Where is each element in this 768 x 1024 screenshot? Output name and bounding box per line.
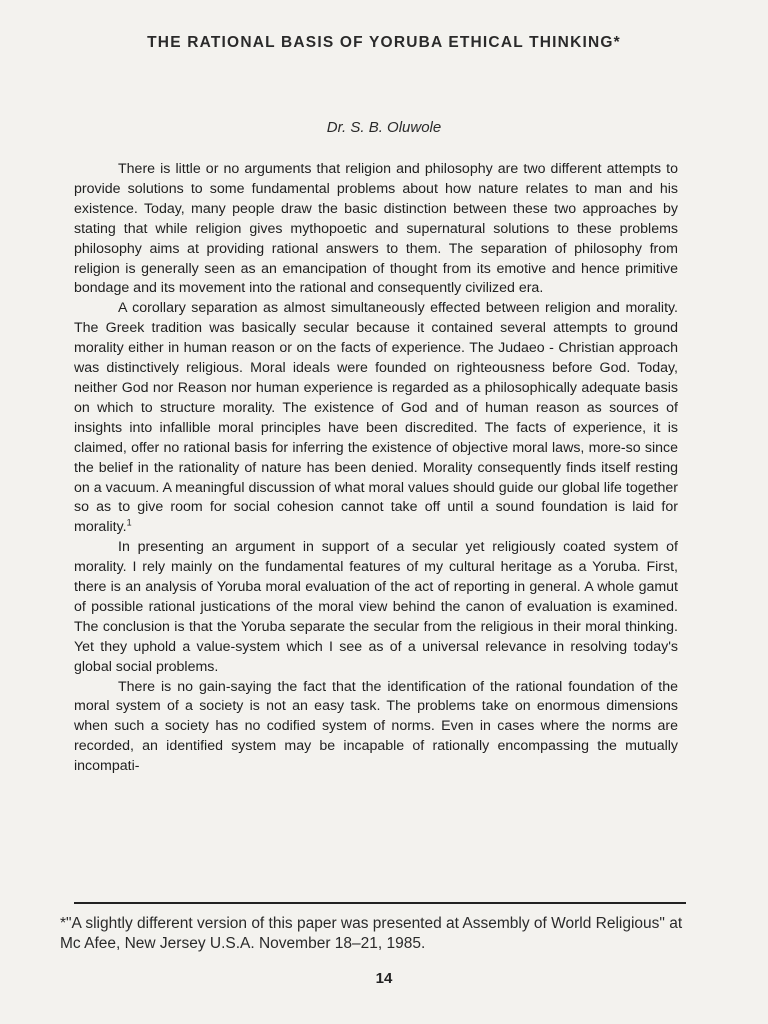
paper-title: THE RATIONAL BASIS OF YORUBA ETHICAL THINKING* xyxy=(147,34,621,51)
footnote-divider xyxy=(74,902,686,904)
paragraph-2 xyxy=(74,299,678,538)
body-text xyxy=(74,160,678,777)
author-name: Dr. S. B. Oluwole xyxy=(326,119,442,136)
footnote-reference: 1 xyxy=(126,517,132,528)
footnote-text: *"A slightly different version of this paper was presented at Assembly of World Religious" at Mc Afee, New Jersey U.S.A. November 18–21, 1985. xyxy=(60,915,683,952)
paragraph-3: In presenting an argument in support of a secular yet religiously coated system of morality. I rely mainly on the fundamental features of my cultural heritage as a Yoruba. First, there is an analysis of Yoruba moral evaluation of the act of reporting in general. A whole gamut of possible rational justications of the moral view behind the canon of evaluation is examined. The conclusion is that the Yoruba separate the secular from the religious in their moral thinking. Yet they uphold a value-system which I see as of a universal relevance in resolving today's global social problems. xyxy=(74,539,678,675)
paragraph-1: There is little or no arguments that religion and philosophy are two different attempts to provide solutions to some fundamental problems about how nature relates to man and his existence. Today, many people draw the basic distinction between these two approaches by stating that while religion gives mythopoetic and supernatural solutions to these problems philosophy aims at providing rational answers to them. The separation of philosophy from religion is generally seen as an emancipation of thought from its emotive and hence primitive bondage and its movement into the rational and consequently civilized era. xyxy=(74,161,678,297)
paragraph-2-text: A corollary separation as almost simultaneously effected between religion and morality. The Greek tradition was basically secular because it contained several attempts to ground morality either in human reason or on the facts of experience. The Judaeo - Christian approach was distinctively religious. Moral ideals were founded on righteousness before God. Today, neither God nor Reason nor human experience is regarded as a philosophically adequate basis on which to structure morality. The existence of God and of human reason as sources of insights into infallible moral principles have been discredited. The facts of experience, it is claimed, offer no rational basis for inferring the existence of objective moral laws, more-so since the belief in the rationality of nature has been denied. Morality consequently finds itself resting on a vacuum. A meaningful discussion of what moral values should guide our global life together so as to give room for social cohesion cannot take off until a sound foundation is laid for morality. xyxy=(74,300,678,536)
paragraph-4: There is no gain-saying the fact that the identification of the rational foundation of the moral system of a society is not an easy task. The problems take on enormous dimensions when such a society has no codified system of norms. Even in cases where the norms are recorded, an identified system may be incapable of rationally encompassing the mutually incompati- xyxy=(74,678,678,775)
page-number: 14 xyxy=(375,970,393,987)
